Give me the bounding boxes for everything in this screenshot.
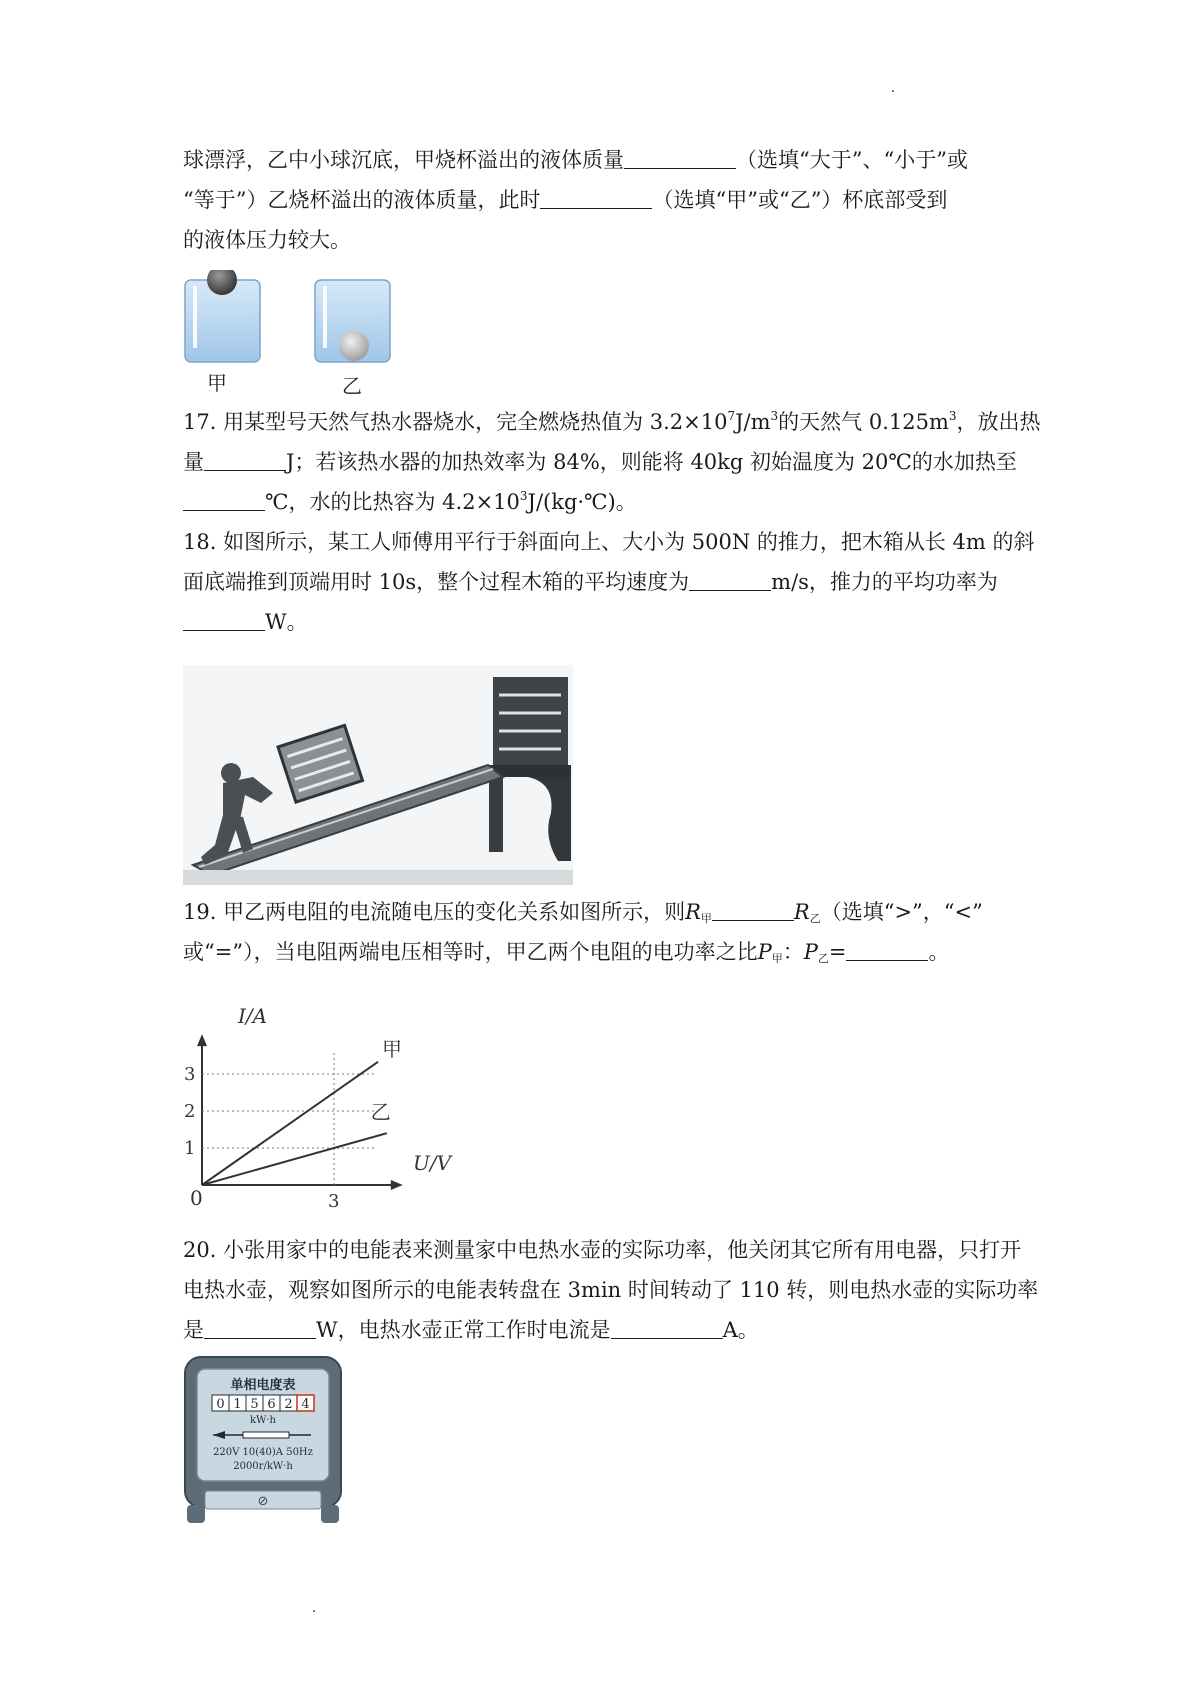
y-tick-label: 2	[184, 1101, 196, 1122]
q17-answer-blank-1[interactable]	[204, 448, 286, 471]
q20-line-2: 电热水壶，观察如图所示的电能表转盘在 3min 时间转动了 110 转，则电热水壶的实际功率	[183, 1278, 1039, 1302]
q17-line-2: 量 J；若该热水器的加热效率为 84%，则能将 40kg 初始温度为 20℃的水加热至	[183, 450, 1017, 474]
q20-line-1: 20. 小张用家中的电能表来测量家中电热水壶的实际功率，他关闭其它所有用电器，只打开	[183, 1238, 1022, 1262]
q20-line-3: 是 W，电热水壶正常工作时电流是 A。	[183, 1318, 759, 1342]
q20-answer-blank-2[interactable]	[611, 1316, 723, 1339]
q18-line-3: W。	[183, 607, 1033, 637]
q20-answer-blank-1[interactable]	[204, 1316, 316, 1339]
q19-line-1: 19. 甲乙两电阻的电流随电压的变化关系如图所示，则$R_甲$ $R_乙$（选填“>”，“<”	[183, 900, 983, 925]
sunk-ball	[339, 331, 369, 361]
meter-digit: 1	[233, 1397, 242, 1412]
meter-digit: 2	[284, 1397, 293, 1412]
q16-answer-blank-1[interactable]	[624, 146, 736, 169]
y-axis-arrow	[197, 1034, 207, 1046]
y-tick-label: 3	[184, 1064, 196, 1085]
beaker-yi	[315, 280, 390, 362]
q19-answer-blank-2[interactable]	[846, 938, 928, 961]
beakers-figure	[180, 270, 410, 400]
series-line-0	[202, 1062, 378, 1185]
q16-answer-blank-2[interactable]	[540, 186, 652, 209]
q16-line-1: 球漂浮，乙中小球沉底，甲烧杯溢出的液体质量 （选填“大于”、“小于”或	[183, 148, 968, 172]
meter-digit: 0	[216, 1397, 225, 1412]
meter-seal-icon: ⊘	[257, 1494, 269, 1509]
q16-line-2: “等于”）乙烧杯溢出的液体质量，此时 （选填“甲”或“乙”）杯底部受到	[183, 188, 948, 212]
x-axis-arrow	[391, 1180, 403, 1190]
beaker-label-jia: 甲	[207, 371, 227, 395]
scan-dot	[313, 1610, 315, 1612]
meter-spec-voltage: 220V 10(40)A 50Hz	[213, 1447, 313, 1458]
y-tick-label: 1	[184, 1138, 196, 1159]
series-line-1	[202, 1133, 387, 1185]
meter-digit: 4	[301, 1397, 310, 1412]
electricity-meter	[183, 1355, 345, 1527]
origin-label: 0	[190, 1186, 203, 1210]
meter-digit: 6	[267, 1397, 276, 1412]
series-label-1: 乙	[370, 1100, 391, 1125]
q16-line-3: 的液体压力较大。	[183, 228, 351, 252]
x-tick-label: 3	[328, 1191, 340, 1212]
y-axis-label: I/A	[238, 1004, 268, 1028]
q18-answer-blank-2[interactable]	[183, 608, 265, 631]
scan-dot	[892, 90, 894, 92]
q19-line-2: 或“=”），当电阻两端电压相等时，甲乙两个电阻的电功率之比$P_甲$：$P_乙=$ 。	[183, 940, 950, 965]
beaker-jia	[185, 270, 260, 362]
x-axis-label: U/V	[413, 1151, 452, 1175]
iu-chart	[180, 995, 470, 1220]
q18-answer-blank-1[interactable]	[689, 568, 771, 591]
meter-digit: 5	[250, 1397, 259, 1412]
q17-answer-blank-2[interactable]	[183, 488, 265, 511]
meter-spec-revolutions: 2000r/kW·h	[233, 1461, 293, 1472]
beaker-label-yi: 乙	[342, 374, 362, 398]
ramp-figure	[183, 665, 573, 885]
series-label-0: 甲	[382, 1036, 402, 1061]
q19-answer-blank-1[interactable]	[712, 898, 794, 921]
q17-line-3: ℃，水的比热容为 $4.2\times 10^3J/(kg\cdot℃)$。	[183, 487, 1033, 517]
meter-unit: kW·h	[250, 1415, 276, 1426]
q18-line-1: 18. 如图所示，某工人师傅用平行于斜面向上、大小为 500N 的推力，把木箱从长 4m 的斜	[183, 530, 1035, 554]
q17-line-1: 17. 用某型号天然气热水器烧水，完全燃烧热值为 $3.2\times 10^7J/m^3$的天然气 $0.125m^3$，放出热	[183, 409, 1041, 434]
q18-line-2: 面底端推到顶端用时 10s，整个过程木箱的平均速度为 m/s，推力的平均功率为	[183, 570, 998, 594]
meter-title: 单相电度表	[230, 1378, 296, 1393]
